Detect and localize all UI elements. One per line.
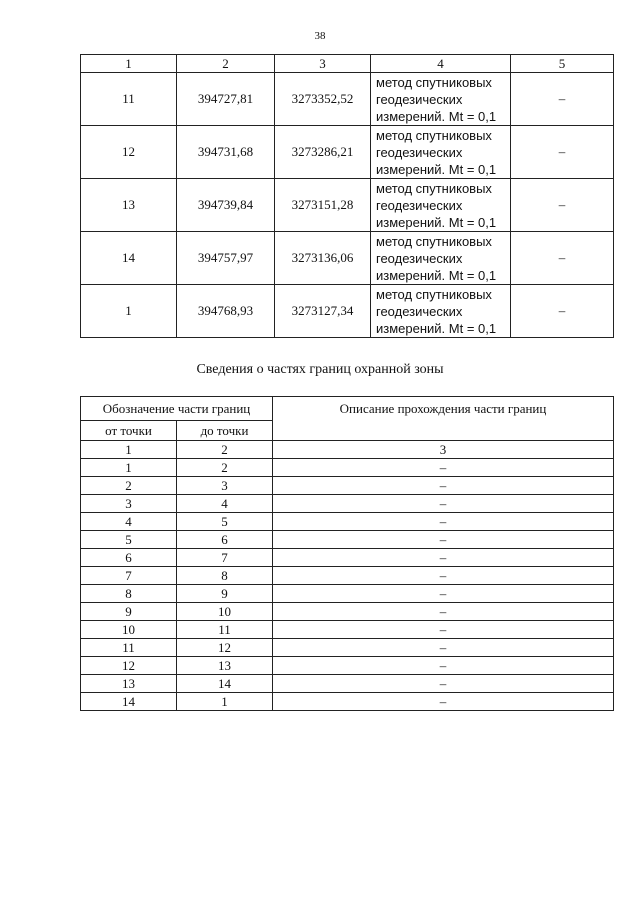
method-line: метод спутниковых (376, 286, 492, 302)
table-row (81, 675, 614, 693)
y-coordinate-cell: 3273286,21 (275, 126, 371, 179)
note-cell: – (511, 126, 614, 179)
to-cell: 9 (177, 585, 273, 603)
to-cell: 10 (177, 603, 273, 621)
point-number-cell: 11 (81, 73, 177, 126)
to-cell: 11 (177, 621, 273, 639)
to-cell: 7 (177, 549, 273, 567)
desc-cell: – (273, 693, 614, 711)
from-point-header: от точки (81, 421, 177, 441)
desc-cell: – (273, 513, 614, 531)
note-cell: – (511, 232, 614, 285)
method-line: измерений. Mt = 0,1 (376, 267, 497, 283)
to-cell: 6 (177, 531, 273, 549)
method-line: геодезических (376, 197, 463, 213)
method-line: геодезических (376, 91, 463, 107)
x-coordinate-cell: 394768,93 (177, 285, 275, 338)
section-title: Сведения о частях границ охранной зоны (196, 362, 444, 377)
coordinates-table (80, 54, 614, 338)
desc-cell: – (273, 549, 614, 567)
from-cell: 2 (81, 477, 177, 495)
method-cell (371, 232, 511, 285)
x-coordinate-cell: 394731,68 (177, 126, 275, 179)
method-line: метод спутниковых (376, 180, 492, 196)
method-line: геодезических (376, 303, 463, 319)
from-cell: 10 (81, 621, 177, 639)
from-cell: 6 (81, 549, 177, 567)
column-header: 1 (81, 55, 177, 73)
table-row (81, 179, 614, 232)
method-line: метод спутниковых (376, 233, 492, 249)
table-row (81, 513, 614, 531)
desc-cell: – (273, 675, 614, 693)
point-number-cell: 13 (81, 179, 177, 232)
desc-cell: – (273, 657, 614, 675)
coordinates-header-row (81, 55, 614, 73)
column-header: 2 (177, 55, 275, 73)
table-row (81, 549, 614, 567)
to-cell: 13 (177, 657, 273, 675)
boundary-part-designation-header: Обозначение части границ (81, 397, 273, 421)
note-cell: – (511, 285, 614, 338)
desc-cell: – (273, 477, 614, 495)
to-cell: 4 (177, 495, 273, 513)
x-coordinate-cell: 394757,97 (177, 232, 275, 285)
table-row (81, 603, 614, 621)
table-row (81, 693, 614, 711)
y-coordinate-cell: 3273352,52 (275, 73, 371, 126)
desc-cell: – (273, 495, 614, 513)
y-coordinate-cell: 3273151,28 (275, 179, 371, 232)
table-row (81, 73, 614, 126)
parts-number-row (81, 441, 614, 459)
table-row (81, 232, 614, 285)
desc-cell: – (273, 585, 614, 603)
point-number-cell: 1 (81, 285, 177, 338)
table-row (81, 657, 614, 675)
y-coordinate-cell: 3273127,34 (275, 285, 371, 338)
to-point-header: до точки (177, 421, 273, 441)
table-row (81, 639, 614, 657)
column-header: 4 (371, 55, 511, 73)
parts-header-row (81, 397, 614, 421)
table-row (81, 285, 614, 338)
from-cell: 13 (81, 675, 177, 693)
column-header: 3 (275, 55, 371, 73)
to-cell: 12 (177, 639, 273, 657)
table-row (81, 567, 614, 585)
desc-cell: – (273, 639, 614, 657)
desc-cell: – (273, 603, 614, 621)
column-number: 1 (81, 441, 177, 459)
method-line: геодезических (376, 144, 463, 160)
method-line: измерений. Mt = 0,1 (376, 214, 497, 230)
method-line: измерений. Mt = 0,1 (376, 108, 497, 124)
table-row (81, 477, 614, 495)
point-number-cell: 12 (81, 126, 177, 179)
to-cell: 14 (177, 675, 273, 693)
from-cell: 12 (81, 657, 177, 675)
note-cell: – (511, 179, 614, 232)
boundary-part-description-header: Описание прохождения части границ (273, 397, 614, 441)
x-coordinate-cell: 394727,81 (177, 73, 275, 126)
column-header: 5 (511, 55, 614, 73)
column-number: 2 (177, 441, 273, 459)
from-cell: 1 (81, 459, 177, 477)
method-line: геодезических (376, 250, 463, 266)
point-number-cell: 14 (81, 232, 177, 285)
table-row (81, 531, 614, 549)
desc-cell: – (273, 459, 614, 477)
from-cell: 14 (81, 693, 177, 711)
method-line: измерений. Mt = 0,1 (376, 161, 497, 177)
from-cell: 5 (81, 531, 177, 549)
table-row (81, 585, 614, 603)
method-line: измерений. Mt = 0,1 (376, 320, 497, 336)
x-coordinate-cell: 394739,84 (177, 179, 275, 232)
boundary-parts-table (80, 396, 614, 711)
table-row (81, 126, 614, 179)
table-row (81, 459, 614, 477)
method-cell (371, 285, 511, 338)
column-number: 3 (273, 441, 614, 459)
method-cell (371, 179, 511, 232)
method-line: метод спутниковых (376, 127, 492, 143)
from-cell: 8 (81, 585, 177, 603)
to-cell: 3 (177, 477, 273, 495)
from-cell: 4 (81, 513, 177, 531)
table-row (81, 621, 614, 639)
table-row (81, 495, 614, 513)
to-cell: 8 (177, 567, 273, 585)
y-coordinate-cell: 3273136,06 (275, 232, 371, 285)
desc-cell: – (273, 531, 614, 549)
to-cell: 1 (177, 693, 273, 711)
method-line: метод спутниковых (376, 74, 492, 90)
from-cell: 11 (81, 639, 177, 657)
desc-cell: – (273, 621, 614, 639)
page-number: 38 (314, 30, 326, 42)
to-cell: 5 (177, 513, 273, 531)
desc-cell: – (273, 567, 614, 585)
to-cell: 2 (177, 459, 273, 477)
from-cell: 7 (81, 567, 177, 585)
from-cell: 3 (81, 495, 177, 513)
method-cell (371, 73, 511, 126)
note-cell: – (511, 73, 614, 126)
from-cell: 9 (81, 603, 177, 621)
method-cell (371, 126, 511, 179)
